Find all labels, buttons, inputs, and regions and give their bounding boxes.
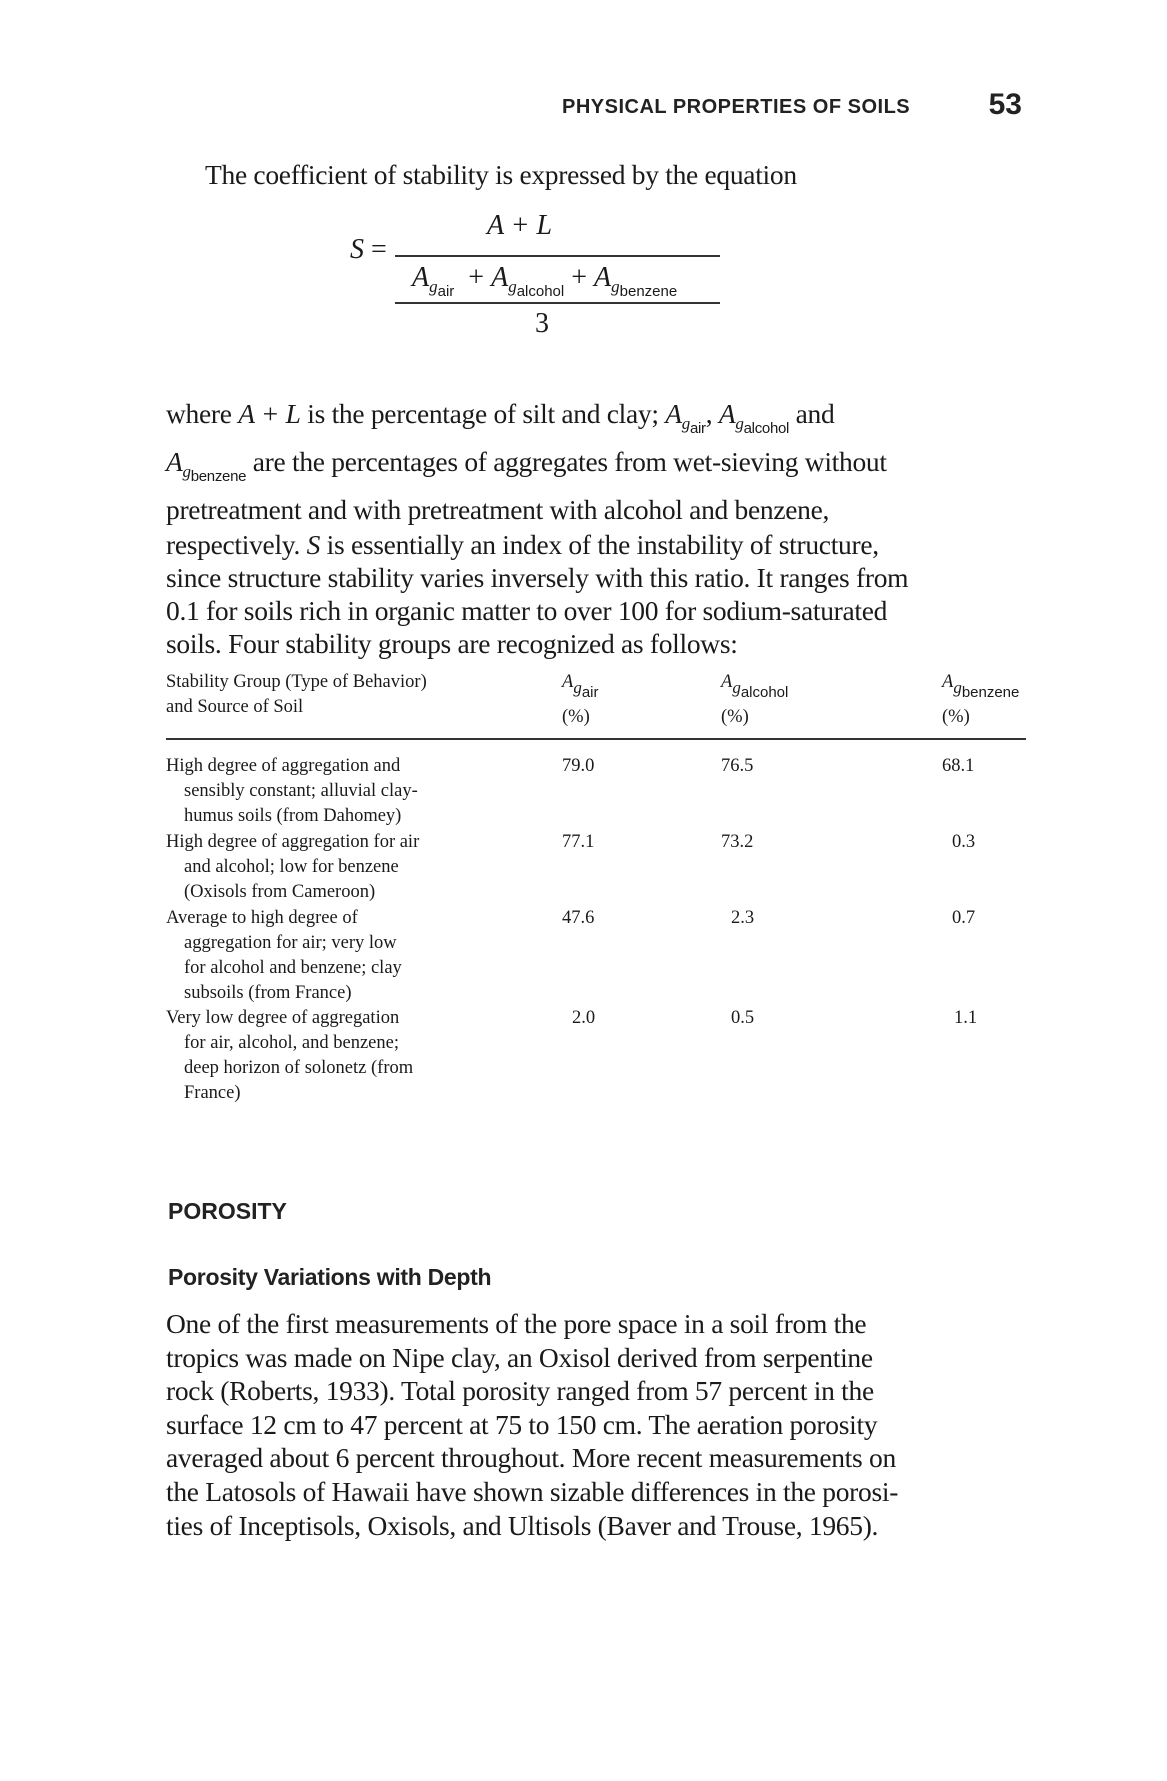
subsection-heading: Porosity Variations with Depth: [168, 1264, 492, 1290]
text-line: averaged about 6 percent throughout. More recent measurements on: [166, 1442, 896, 1474]
value-air: 2.0: [572, 1008, 596, 1028]
header-rule: [166, 738, 1026, 740]
equation-lhs: S =: [350, 234, 387, 265]
page-header: [562, 88, 1022, 128]
header-group: [166, 670, 427, 720]
value-alcohol: 2.3: [731, 908, 755, 928]
value-air: 77.1: [562, 832, 595, 852]
header-benzene: $A_{g_{benzene}}$ (%): [942, 672, 1020, 727]
text-line: surface 12 cm to 47 percent at 75 to 150 cm. The aeration porosity: [166, 1408, 878, 1440]
text-line: the Latosols of Hawaii have shown sizable differences in the porosi-: [166, 1475, 899, 1507]
value-benzene: 0.7: [952, 908, 976, 928]
value-benzene: 0.3: [952, 832, 976, 852]
text-line: since structure stability varies inversely with this ratio. It ranges from: [166, 562, 909, 593]
value-alcohol: 76.5: [721, 756, 754, 776]
text-line: rock (Roberts, 1933). Total porosity ranged from 57 percent in the: [166, 1375, 874, 1407]
text-line: respectively. S is essentially an index of the instability of structure,: [166, 529, 879, 560]
text-line: pretreatment and with pretreatment with alcohol and benzene,: [166, 494, 830, 525]
value-air: 47.6: [562, 908, 595, 928]
text-line: ties of Inceptisols, Oxisols, and Ultisols (Baver and Trouse, 1965).: [166, 1509, 879, 1541]
paragraph-definitions: [166, 397, 1036, 660]
value-alcohol: 0.5: [731, 1008, 755, 1028]
text-line: where A + L is the percentage of silt and clay; $A_{g_{air}}$, $A_{g_{alcohol}}$ and: [166, 398, 835, 437]
equation-divisor: 3: [535, 308, 549, 339]
value-benzene: 68.1: [942, 756, 975, 776]
header-alcohol: $A_{g_{alcohol}}$ (%): [721, 672, 789, 727]
text-line: $A_{g_{benzene}}$ are the percentages of aggregates from wet-sieving without: [166, 446, 887, 485]
fraction-bar-inner: [395, 302, 720, 304]
header-group-line: Stability Group (Type of Behavior): [166, 672, 427, 692]
header-air: $A_{g_{air}}$ (%): [562, 672, 599, 727]
text-line: tropics was made on Nipe clay, an Oxisol derived from serpentine: [166, 1341, 873, 1373]
intro-text: The coefficient of stability is expressed by the equation: [205, 159, 797, 190]
row-description: Very low degree of aggregation for air, alcohol, and benzene; deep horizon of solonetz (from France): [166, 1008, 414, 1103]
header-group-line: and Source of Soil: [166, 697, 304, 717]
row-description: Average to high degree of aggregation for air; very low for alcohol and benzene; clay subsoils (from France): [166, 908, 402, 1003]
equation-denominator: $A_{g_{air}} + A_{g_{alcohol}} + A_{g_{benzene}}$: [412, 262, 678, 300]
value-air: 79.0: [562, 756, 595, 776]
value-alcohol: 73.2: [721, 832, 754, 852]
section-heading: POROSITY: [168, 1198, 287, 1224]
equation-numerator: A + L: [487, 210, 553, 241]
row-description: High degree of aggregation and sensibly constant; alluvial clay- humus soils (from Dahomey): [166, 756, 418, 826]
text-line: One of the first measurements of the pore space in a soil from the: [166, 1308, 867, 1339]
stability-equation: [350, 210, 770, 340]
fraction-bar-main: [395, 255, 720, 257]
stability-groups-table: [166, 670, 1026, 1110]
text-line: 0.1 for soils rich in organic matter to over 100 for sodium-saturated: [166, 595, 888, 626]
row-description: High degree of aggregation for air and alcohol; low for benzene (Oxisols from Cameroon): [166, 832, 420, 902]
paragraph-porosity: [166, 1307, 1036, 1542]
value-benzene: 1.1: [954, 1008, 978, 1028]
page-number: 53: [988, 88, 1022, 121]
text-line: soils. Four stability groups are recognized as follows:: [166, 628, 738, 659]
running-head: PHYSICAL PROPERTIES OF SOILS: [562, 96, 911, 118]
